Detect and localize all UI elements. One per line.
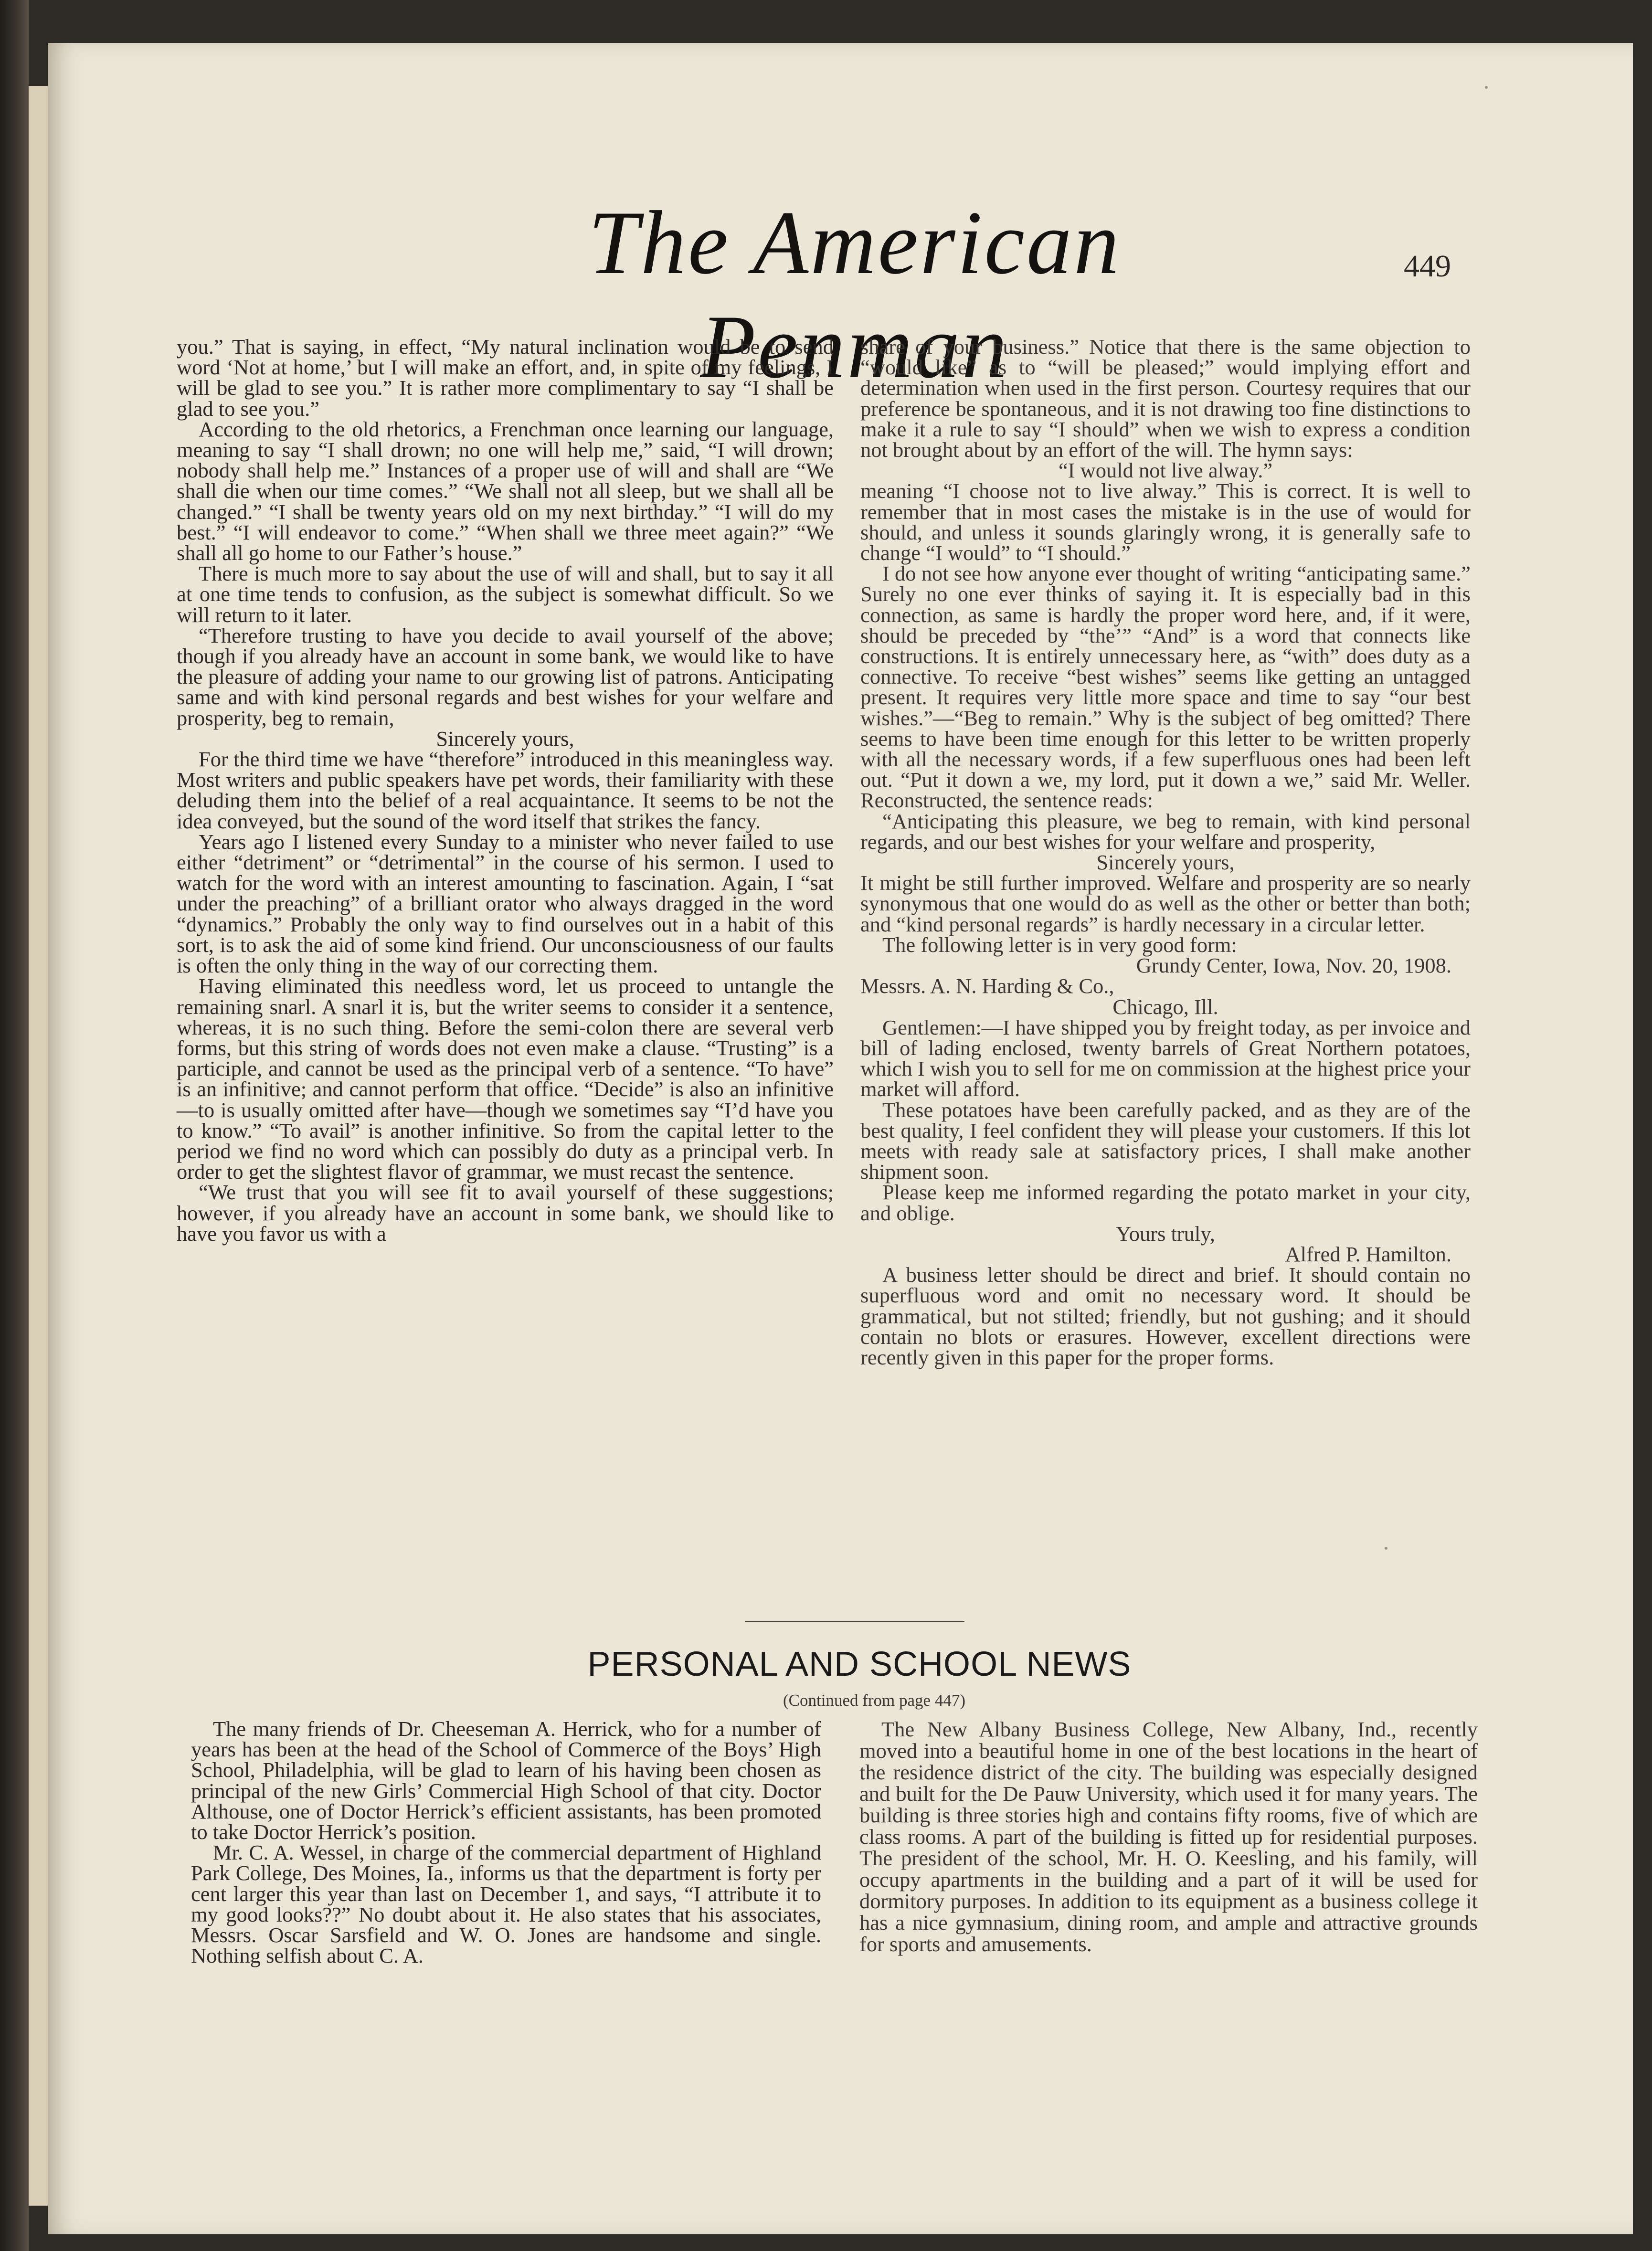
paragraph: “Anticipating this pleasure, we beg to remain, with kind personal regards, and our best wishes for your welfare and prosperity, [860,809,1471,854]
paragraph: The New Albany Business College, New Albany, Ind., recently moved into a beautiful home in one of the best locations in the heart of the residence district of the city. The building was especially designed and built for the De Pauw University, which used it for many years. The building is three stories high and contains fifty rooms, five of which are class rooms. A part of the building is fitted up for residential purposes. The president of the school, Mr. H. O. Keesling, and his family, will occupy apartments in the building and a part of it will be used for dormitory purposes. In addition to its equipment as a business college it has a nice gymnasium, dining room, and ample and attractive grounds for sports and amusements. [859,1717,1478,1956]
previous-page-edge [29,86,49,2206]
letter-address-city: Chicago, Ill. [1112,994,1218,1019]
masthead-title: The American Penman [588,193,1121,397]
section-heading: PERSONAL AND SCHOOL NEWS [587,1645,1132,1683]
paragraph: Mr. C. A. Wessel, in charge of the commercial department of Highland Park College, Des Moines, Ia., informs us that the department is forty per cent larger this year than last on December 1, and says, “I attribute it to my good looks??” No doubt about it. He also states that his associates, Messrs. Oscar Sarsfield and W. O. Jones are handsome and single. Nothing selfish about C. A. [191,1840,821,1968]
letter-closing: Sincerely yours, [436,726,574,750]
paragraph: Years ago I listened every Sunday to a minister who never failed to use either “detriment” or “detrimental” in the course of his sermon. I used to watch for the word with an interest amounting to fascination. Again, I “sat under the preaching” of a brilliant orator who always dragged in the word “dynamics.” Probably the only way to find ourselves out in a habit of this sort, is to ask the aid of some kind friend. Our unconsciousness of our faults is often the only thing in the way of our correcting them. [177,829,834,978]
paragraph: There is much more to say about the use of will and shall, but to say it all at one time tends to confusion, as the subject is somewhat difficult. So we will return to it later. [177,561,834,627]
paragraph: The many friends of Dr. Cheeseman A. Herrick, who for a number of years has been at the head of the School of Commerce of the Boys’ High School, Philadelphia, will be glad to learn of his having been chosen as principal of the new Girls’ Commercial High School of that city. Doctor Althouse, one of Doctor Herrick’s efficient assistants, has been promoted to take Doctor Herrick’s position. [191,1717,821,1844]
paragraph: I do not see how anyone ever thought of writing “anticipating same.” Surely no one ever thinks of saying it. It is especially bad in this connection, as same is hardly the proper word here, and, if it were, should be preceded by “the’” “And” is a word that connects like constructions. It is entirely unnecessary here, as “with” does duty as a connective. To receive “best wishes” seems like getting an untagged present. It requires very little more space and time to say “our best wishes.”—“Beg to remain.” Why is the subject of beg omitted? There seems to have been time enough for this letter to be written properly with all the necessary words, if a few superfluous ones had been left out. “Put it down a we, my lord, put it down a we,” said Mr. Weller. Reconstructed, the sentence reads: [860,561,1471,813]
paper-speck [1485,86,1488,89]
hymn-quote: “I would not live alway.” [1058,458,1273,483]
paragraph: A business letter should be direct and brief. It should contain no superfluous word and omit no necessary word. It should be grammatical, but not stilted; friendly, but not gushing; and it should contain no blots or erasures. However, excellent directions were recently given in this paper for the proper forms. [860,1263,1471,1369]
paragraph: you.” That is saying, in effect, “My natural inclination would be to send word ‘Not at home,’ but I will make an effort, and, in spite of my feelings, I will be glad to see you.” It is rather more complimentary to say “I shall be glad to see you.” [177,335,834,421]
paragraph: Please keep me informed regarding the potato market in your city, and oblige. [860,1180,1471,1225]
paragraph: Having eliminated this needless word, let us proceed to untangle the remaining snarl. A snarl it is, but the writer seems to consider it a sentence, whereas, it is no such thing. Before the semi-colon there are several verb forms, but this string of words does not even make a clause. “Trusting” is a participle, and cannot be used as the principal verb of a sentence. “To have” is an infinitive; and cannot perform that office. “Decide” is also an infinitive—to is usually omitted after have—though we sometimes say “I’d have you to know.” “To avail” is another infinitive. So from the capital letter to the period we find no word which can possibly do duty as a principal verb. In order to get the slightest flavor of grammar, we must recast the sentence. [177,974,834,1184]
paragraph: It might be still further improved. Welfare and prosperity are so nearly synonymous that one would do as well as the other or better than both; and “kind personal regards” is hardly necessary in a circular letter. [860,871,1471,936]
letter-addressee: Messrs. A. N. Harding & Co., [860,974,1114,998]
paragraph: “We trust that you will see fit to avail yourself of these suggestions; however, if you already have an account in some bank, we should like to have you favor us with a [177,1180,834,1246]
paragraph: For the third time we have “therefore” introduced in this meaningless way. Most writers and public speakers have pet words, their familiarity with these deluding them into the belief of a real acquaintance. It seems to be not the idea conveyed, but the sound of the word itself that strikes the fancy. [177,747,834,833]
book-spine [0,0,29,2251]
paragraph: meaning “I choose not to live alway.” This is correct. It is well to remember that in most cases the mistake is in the use of would for should, and unless it sounds glaringly wrong, it is generally safe to change “I would” to “I should.” [860,479,1471,565]
paragraph: According to the old rhetorics, a Frenchman once learning our language, meaning to say “I shall drown; no one will help me,” said, “I will drown; nobody shall help me.” Instances of a proper use of will and shall are “We shall die when our time comes.” “We shall not all sleep, but we shall all be changed.” “I shall be twenty years old on my next birthday.” “I will do my best.” “I will endeavor to come.” “When shall we three meet again?” “We shall all go home to our Father’s house.” [177,417,834,565]
paragraph: Gentlemen:—I have shipped you by freight today, as per invoice and bill of lading enclosed, twenty barrels of Great Northern potatoes, which I wish you to sell for me on commission at the highest price your market will afford. [860,1015,1471,1101]
paragraph: share of your business.” Notice that there is the same objection to “would like” as to “will be pleased;” would implying effort and determination when used in the first person. Courtesy requires that our preference be spontaneous, and it is not drawing too fine distinctions to make it a rule to say “I should” when we wish to express a condition not brought about by an effort of the will. The hymn says: [860,335,1471,462]
news-right-column [859,1719,1478,1955]
page-number: 449 [1404,249,1451,284]
paragraph: “Therefore trusting to have you decide to avail yourself of the above; though if you already have an account in some bank, we would like to have the pleasure of adding your name to our growing list of patrons. Anticipating same and with kind personal regards and best wishes for your welfare and prosperity, beg to remain, [177,623,834,730]
paragraph: The following letter is in very good form: [882,932,1237,957]
article-left-column [177,337,834,1244]
paragraph: These potatoes have been carefully packed, and as they are of the best quality, I feel confident they will please your customers. If this lot meets with ready sale at satisfactory prices, I shall make another shipment soon. [860,1098,1471,1184]
continued-note: (Continued from page 447) [783,1691,965,1710]
news-left-column [191,1719,821,1966]
letter-dateline: Grundy Center, Iowa, Nov. 20, 1908. [1136,953,1451,978]
letter-closing: Yours truly, [1116,1221,1215,1246]
letter-closing: Sincerely yours, [1096,850,1235,875]
section-divider [745,1621,964,1622]
article-right-column [860,337,1471,1368]
paper-speck [1385,1547,1387,1550]
letter-signature: Alfred P. Hamilton. [1285,1242,1451,1266]
page [48,43,1633,2234]
